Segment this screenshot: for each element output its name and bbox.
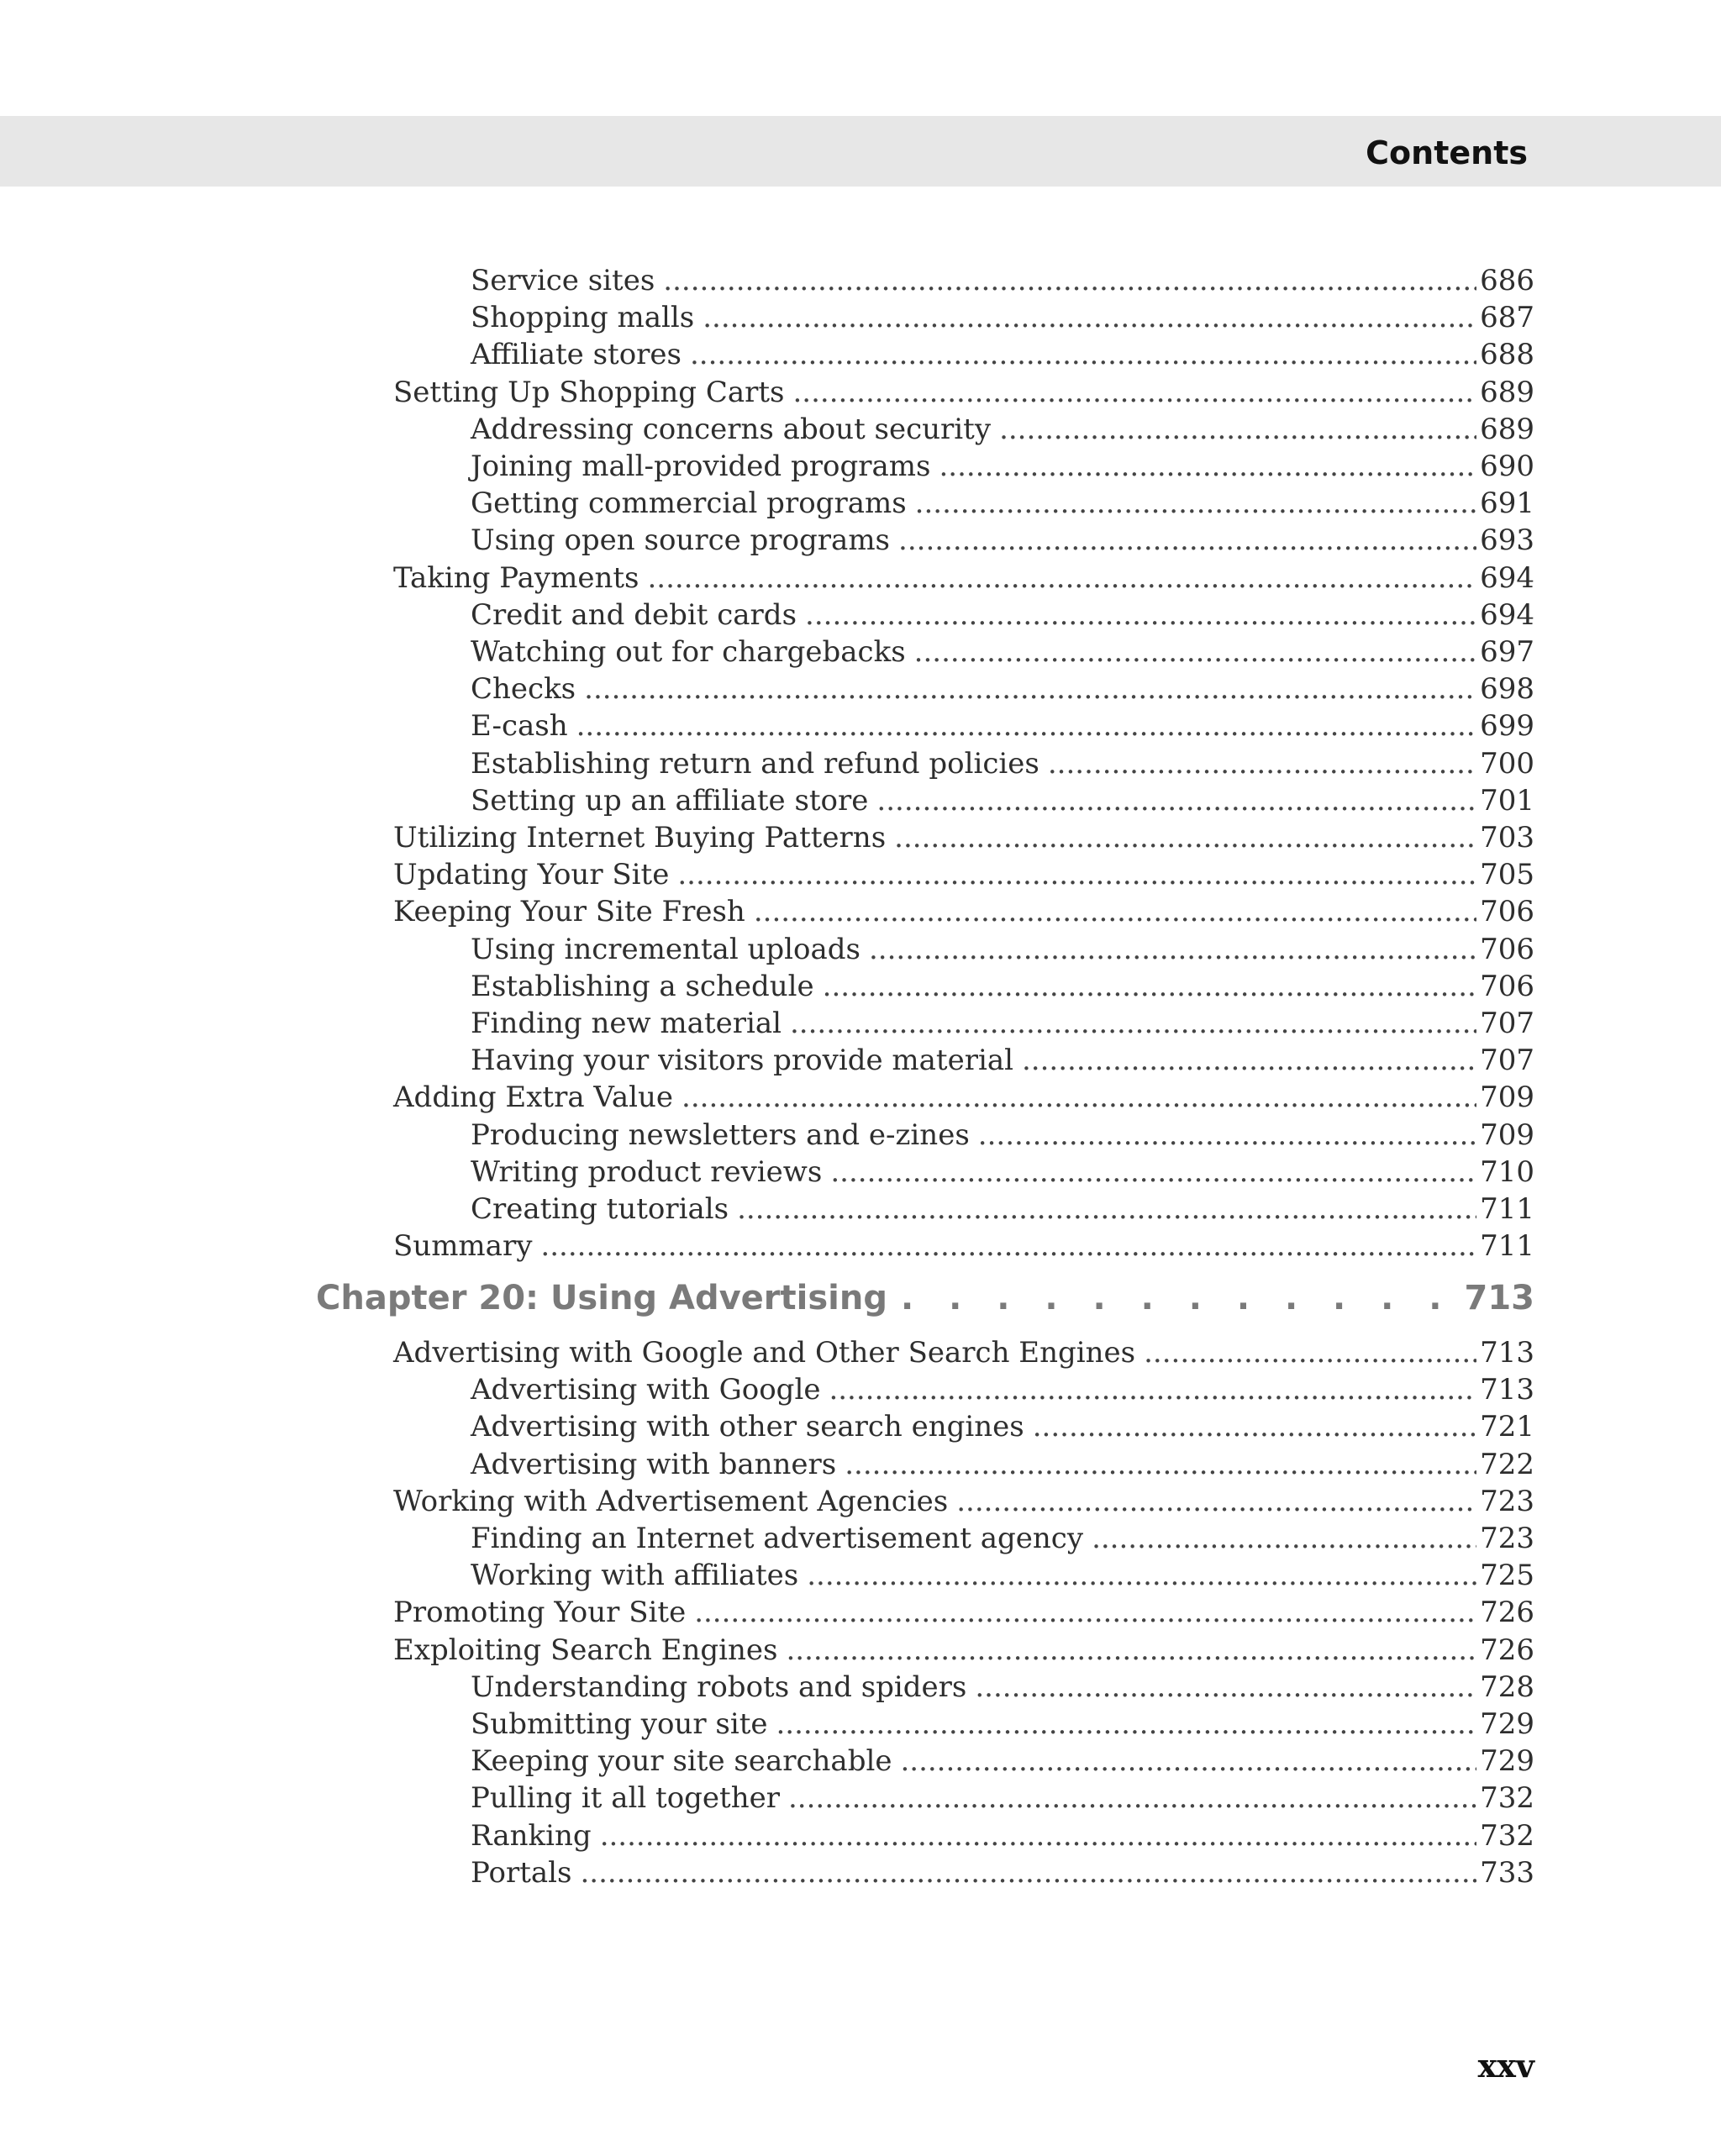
leader-dots [894, 819, 1476, 856]
toc-entry-page: 686 [1480, 264, 1534, 297]
chapter-leader-dots [901, 1279, 1458, 1317]
toc-entry-page: 707 [1480, 1007, 1534, 1040]
toc-entry [393, 1334, 1534, 1371]
toc-entry-page: 706 [1480, 969, 1534, 1003]
toc-entry [393, 856, 1534, 893]
toc-entry [471, 1005, 1534, 1042]
leader-dots [914, 634, 1476, 670]
toc-entry [393, 1079, 1534, 1116]
toc-entry-page: 729 [1480, 1707, 1534, 1741]
toc-entry-page: 711 [1480, 1229, 1534, 1264]
toc-entry-page: 698 [1480, 672, 1534, 707]
toc-entry [471, 1408, 1534, 1445]
toc-entry-title: Working with Advertisement Agencies [393, 1484, 949, 1518]
toc-entry-title: Summary [393, 1229, 533, 1264]
toc-entry-page: 713 [1480, 1373, 1534, 1407]
toc-entry-title: Credit and debit cards [471, 597, 797, 632]
running-header-title: Contents [1366, 134, 1528, 171]
toc-entry-title: Creating tutorials [471, 1192, 729, 1226]
leader-dots [1144, 1334, 1476, 1371]
toc-entry-title: Finding an Internet advertisement agency [471, 1522, 1084, 1555]
toc-entry [393, 1483, 1534, 1520]
toc-entry-page: 703 [1480, 821, 1534, 855]
toc-entry-page: 723 [1480, 1484, 1534, 1518]
toc-entry-title: Setting up an affiliate store [471, 783, 869, 818]
leader-dots [807, 1557, 1476, 1594]
toc-entry [471, 931, 1534, 968]
leader-dots [915, 485, 1476, 522]
toc-entry-title: Advertising with banners [471, 1447, 837, 1481]
toc-entry-page: 729 [1480, 1744, 1534, 1779]
leader-dots [793, 374, 1477, 411]
toc-entry-title: Pulling it all together [471, 1781, 780, 1816]
leader-dots [805, 597, 1476, 634]
toc-entry-page: 709 [1480, 1117, 1534, 1152]
leader-dots [999, 411, 1476, 448]
leader-dots [694, 1594, 1476, 1631]
leader-dots [830, 1154, 1476, 1191]
leader-dots [978, 1117, 1476, 1154]
toc-entry [471, 1669, 1534, 1706]
toc-entry-title: Finding new material [471, 1007, 782, 1040]
toc-entry-title: Taking Payments [393, 560, 639, 595]
toc-entry [471, 1557, 1534, 1594]
toc-entry-page: 690 [1480, 450, 1534, 483]
toc-entry [471, 1780, 1534, 1817]
leader-dots [737, 1191, 1476, 1228]
toc-entry-page: 709 [1480, 1081, 1534, 1115]
toc-entry-title: Ranking [471, 1818, 592, 1853]
toc-entry-page: 732 [1480, 1818, 1534, 1853]
toc-entry [393, 1594, 1534, 1631]
leader-dots [580, 1854, 1476, 1891]
leader-dots [898, 522, 1476, 559]
toc-entry-page: 701 [1480, 783, 1534, 818]
leader-dots [939, 448, 1476, 485]
toc-entry [471, 485, 1534, 522]
toc-entry-title: Submitting your site [471, 1707, 768, 1741]
leader-dots [576, 707, 1476, 744]
toc-entry-title: Portals [471, 1855, 572, 1890]
toc-entry-page: 706 [1480, 895, 1534, 929]
toc-entry-page: 713 [1480, 1336, 1534, 1370]
toc-entry-title: Affiliate stores [471, 338, 682, 372]
toc-entry-page: 687 [1480, 301, 1534, 335]
leader-dots [790, 1005, 1476, 1042]
toc-entry-page: 700 [1480, 746, 1534, 781]
toc-entry [471, 745, 1534, 782]
leader-dots [845, 1446, 1476, 1483]
toc-entry-title: Advertising with other search engines [471, 1410, 1024, 1444]
toc-entry [471, 782, 1534, 819]
toc-entry [471, 1817, 1534, 1854]
leader-dots [869, 931, 1476, 968]
toc-entry [393, 560, 1534, 597]
toc-entry-title: Keeping your site searchable [471, 1744, 892, 1779]
toc-entry-page: 691 [1480, 486, 1534, 521]
leader-dots [663, 262, 1476, 299]
toc-entry-page: 725 [1480, 1559, 1534, 1593]
toc-entry-title: Writing product reviews [471, 1154, 823, 1189]
toc-entry-title: Adding Extra Value [393, 1081, 674, 1115]
toc-entry-title: Updating Your Site [393, 858, 670, 892]
toc-entry [471, 1706, 1534, 1743]
toc-entry [471, 968, 1534, 1005]
toc-entry-title: Working with affiliates [471, 1559, 799, 1593]
leader-dots [1022, 1042, 1476, 1079]
leader-dots [1048, 745, 1476, 782]
toc-entry-title: Establishing a schedule [471, 969, 814, 1003]
chapter-title: Chapter 20: Using Advertising [316, 1279, 887, 1317]
toc-entry-page: 694 [1480, 597, 1534, 632]
toc-entry [471, 299, 1534, 336]
leader-dots [788, 1780, 1476, 1817]
toc-entry-title: Advertising with Google [471, 1373, 821, 1407]
toc-entry [393, 893, 1534, 930]
toc-entry-page: 697 [1480, 635, 1534, 669]
toc-entry-page: 732 [1480, 1781, 1534, 1816]
toc-entry-page: 688 [1480, 338, 1534, 372]
toc-entry [393, 1632, 1534, 1669]
toc-entry-page: 707 [1480, 1044, 1534, 1078]
toc-entry-page: 728 [1480, 1670, 1534, 1704]
toc-entry [471, 1371, 1534, 1408]
toc-entry [471, 1446, 1534, 1483]
toc-entry [471, 1191, 1534, 1228]
leader-dots [690, 336, 1476, 373]
leader-dots [584, 670, 1476, 707]
toc-entry [471, 1854, 1534, 1891]
toc-entry-title: Getting commercial programs [471, 486, 907, 521]
toc-entry [393, 374, 1534, 411]
toc-entry-page: 726 [1480, 1596, 1534, 1630]
toc-entry-title: Shopping malls [471, 301, 695, 335]
leader-dots [829, 1371, 1476, 1408]
leader-dots [540, 1228, 1476, 1265]
toc-entry-page: 689 [1480, 412, 1534, 446]
toc-entry-title: Addressing concerns about security [471, 412, 992, 446]
leader-dots [900, 1743, 1476, 1780]
toc-entry [471, 634, 1534, 670]
toc-entry-title: Utilizing Internet Buying Patterns [393, 821, 887, 855]
toc-entry-page: 723 [1480, 1522, 1534, 1555]
toc-entry [471, 1154, 1534, 1191]
toc-entry-title: Having your visitors provide material [471, 1044, 1013, 1078]
toc-entry [471, 1117, 1534, 1154]
chapter-page: 713 [1464, 1279, 1534, 1317]
leader-dots [682, 1079, 1476, 1116]
toc-entry-page: 710 [1480, 1154, 1534, 1189]
toc-entry-page: 733 [1480, 1855, 1534, 1890]
toc-entry [471, 522, 1534, 559]
leader-dots [876, 782, 1476, 819]
toc-entry-title: Understanding robots and spiders [471, 1670, 967, 1704]
toc-entry-title: Producing newsletters and e-zines [471, 1117, 970, 1152]
leader-dots [776, 1706, 1476, 1743]
toc-entry [471, 1743, 1534, 1780]
leader-dots [975, 1669, 1476, 1706]
toc-entry-title: Setting Up Shopping Carts [393, 375, 785, 409]
toc-entry-page: 705 [1480, 858, 1534, 892]
toc-entry-page: 699 [1480, 709, 1534, 744]
leader-dots [754, 893, 1476, 930]
toc-entry-title: Establishing return and refund policies [471, 746, 1039, 781]
chapter-heading [316, 1279, 1534, 1329]
toc-entry [471, 1042, 1534, 1079]
toc-entry [471, 707, 1534, 744]
toc-entry-page: 689 [1480, 375, 1534, 409]
toc-entry-title: Using open source programs [471, 523, 891, 558]
leader-dots [677, 856, 1476, 893]
page-number: xxv [1477, 2047, 1534, 2085]
toc-entry-title: Watching out for chargebacks [471, 635, 906, 669]
toc-entry [471, 411, 1534, 448]
leader-dots [600, 1817, 1476, 1854]
toc-entry-title: Joining mall-provided programs [471, 450, 931, 483]
toc-entry-page: 722 [1480, 1447, 1534, 1481]
toc-entry-page: 706 [1480, 932, 1534, 966]
toc-entry-title: Keeping Your Site Fresh [393, 895, 745, 929]
toc-entry-page: 694 [1480, 560, 1534, 595]
toc-entry-title: Service sites [471, 264, 655, 297]
toc-entry-title: Advertising with Google and Other Search Engines [393, 1336, 1136, 1370]
toc-entry-title: E-cash [471, 709, 568, 744]
toc-entry [471, 448, 1534, 485]
toc-entry [471, 670, 1534, 707]
toc-entry [471, 597, 1534, 634]
toc-entry [471, 262, 1534, 299]
toc-entry-page: 721 [1480, 1410, 1534, 1444]
leader-dots [823, 968, 1476, 1005]
toc-entry-page: 726 [1480, 1633, 1534, 1667]
toc-entry-title: Using incremental uploads [471, 932, 860, 966]
leader-dots [787, 1632, 1477, 1669]
leader-dots [956, 1483, 1476, 1520]
toc-entry-title: Promoting Your Site [393, 1596, 687, 1630]
toc-entry-page: 711 [1480, 1192, 1534, 1226]
toc-entry-page: 693 [1480, 523, 1534, 558]
leader-dots [1033, 1408, 1476, 1445]
toc-entry-title: Checks [471, 672, 576, 707]
toc-entry [471, 1520, 1534, 1557]
leader-dots [647, 560, 1476, 597]
leader-dots [1092, 1520, 1476, 1557]
toc-entry [471, 336, 1534, 373]
leader-dots [703, 299, 1476, 336]
toc-entry-title: Exploiting Search Engines [393, 1633, 778, 1667]
toc-entry [393, 1228, 1534, 1265]
toc-entry [393, 819, 1534, 856]
